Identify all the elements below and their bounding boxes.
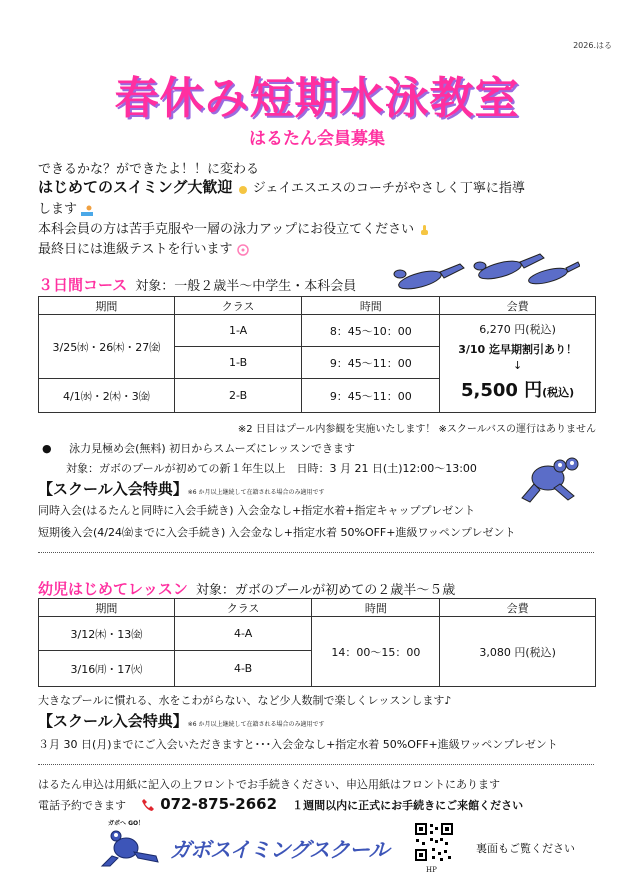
phone-number[interactable]: 072-875-2662 bbox=[160, 795, 278, 813]
course3-class-1b: 1-B bbox=[174, 347, 302, 379]
intro-line-5-text: 最終日には進級テストを行います bbox=[38, 242, 233, 257]
kids-heading bbox=[38, 578, 455, 599]
qr-label: HP bbox=[426, 866, 437, 874]
footer-apply-text: はるたん申込は用紙に記入の上フロントでお手続きください、申込用紙はフロントにあります bbox=[38, 778, 500, 791]
course3-fee-regular: 6,270 円(税込) bbox=[479, 323, 556, 336]
mascot-logo-icon bbox=[100, 826, 162, 868]
pointing-hand-icon bbox=[418, 224, 430, 236]
kids-class-4b: 4-B bbox=[174, 651, 312, 687]
school-logo-text bbox=[170, 834, 389, 864]
issue-label: 2026.はる bbox=[573, 41, 612, 50]
intro-line-3 bbox=[38, 198, 93, 217]
benefit1-line-1: 同時入会(はるたんと同時に入会手続き) 入会金なし+指定水着+指定キャッププレゼント bbox=[38, 504, 476, 517]
intro-line-5 bbox=[38, 238, 249, 257]
divider bbox=[38, 764, 594, 765]
kids-table bbox=[38, 598, 596, 687]
phone-label: 電話予約できます bbox=[38, 799, 126, 812]
course3-title: ３日間コース bbox=[38, 276, 128, 294]
trial-line-1 bbox=[42, 440, 355, 456]
jumping-frog-illustration bbox=[514, 454, 590, 506]
trial-bullet: ● bbox=[42, 442, 52, 455]
kids-row1-period: 3/12㈭・13㈮ bbox=[39, 617, 175, 651]
phone-icon bbox=[141, 798, 155, 812]
kids-header-fee: 会費 bbox=[440, 599, 596, 617]
benefit2-note: ※6 か月以上継続して在籍される場合のみ適用です bbox=[187, 721, 325, 728]
course3-header-class: クラス bbox=[174, 297, 302, 315]
course3-note: ※2 日目はプール内参観を実施いたします！ ※スクールバスの運行はありません bbox=[237, 424, 596, 435]
kids-title: 幼児はじめてレッスン bbox=[38, 580, 188, 598]
course3-table bbox=[38, 296, 596, 413]
flower-icon bbox=[237, 244, 249, 256]
intro-welcome: はじめてのスイミング大歓迎 bbox=[38, 178, 233, 196]
benefit2-heading bbox=[38, 710, 324, 731]
benefit1-heading bbox=[38, 478, 324, 499]
swimmer-icon bbox=[81, 204, 93, 216]
course3-fee-early: 3/10 迄早期割引あり！ bbox=[458, 343, 577, 356]
benefit2-title: 【スクール入会特典】 bbox=[38, 712, 188, 730]
frog-swimmers-illustration bbox=[380, 244, 580, 296]
course3-header-fee: 会費 bbox=[440, 297, 596, 315]
kids-header-period: 期間 bbox=[39, 599, 175, 617]
kids-time: 14：00～15：00 bbox=[312, 617, 440, 687]
phone-note: １週間以内に正式にお手続きにご来館ください bbox=[292, 799, 524, 812]
benefit1-line-2: 短期後入会(4/24㈮までに入会手続き) 入会金なし+指定水着 50%OFF+進級ワッペンプレゼント bbox=[38, 526, 516, 539]
kids-header-time: 時間 bbox=[312, 599, 440, 617]
course3-fee-discount: 5,500 円 bbox=[460, 380, 543, 401]
kids-fee: 3,080 円(税込) bbox=[440, 617, 596, 687]
intro-coach-text: ジェイエスエスのコーチがやさしく丁寧に指導 bbox=[252, 181, 525, 196]
course3-fee-cell bbox=[440, 315, 596, 413]
back-side-note: 裏面もご覧ください bbox=[476, 842, 575, 855]
intro-line-1: できるかな？ができたよ！！に変わる bbox=[38, 162, 260, 177]
page-title: 春休み短期水泳教室 bbox=[114, 73, 520, 124]
qr-code-icon[interactable] bbox=[414, 822, 454, 862]
course3-header-period: 期間 bbox=[39, 297, 175, 315]
course3-header-time: 時間 bbox=[302, 297, 440, 315]
intro-line-2 bbox=[38, 176, 525, 197]
logo-text: ガボスイミングスクール bbox=[170, 838, 389, 862]
course3-class-2b: 2-B bbox=[174, 379, 302, 413]
course3-row1-period: 3/25㈬・26㈭・27㈮ bbox=[39, 315, 175, 379]
course3-time-1a: 8：45～10：00 bbox=[302, 315, 440, 347]
course3-target: 対象：一般２歳半～中学生・本科会員 bbox=[135, 279, 357, 294]
course3-fee-arrow: ↓ bbox=[512, 359, 523, 372]
course3-fee-discount-block bbox=[440, 376, 595, 402]
course3-class-1a: 1-A bbox=[174, 315, 302, 347]
intro-line-4 bbox=[38, 218, 430, 237]
course3-fee-discount-tax: (税込) bbox=[542, 386, 575, 399]
kids-row2-period: 3/16㈪・17㈫ bbox=[39, 651, 175, 687]
intro-line-3-text: します bbox=[38, 202, 78, 217]
kids-target: 対象：ガボのプールが初めての２歳半～５歳 bbox=[195, 583, 456, 598]
trial-text-1: 泳力見極め会(無料) 初日からスムーズにレッスンできます bbox=[69, 442, 355, 455]
course3-time-1b: 9：45～11：00 bbox=[302, 347, 440, 379]
logo-tagline: ガボへ GO！ bbox=[108, 820, 145, 827]
divider bbox=[38, 552, 594, 553]
kids-description: 大きなプールに慣れる、水をこわがらない、など少人数制で楽しくレッスンします♪ bbox=[38, 694, 452, 707]
benefit1-title: 【スクール入会特典】 bbox=[38, 480, 188, 498]
benefit2-line-1: ３月 30 日(月)までにご入会いただきますと･･･入会金なし+指定水着 50%OFF+進級ワッペンプレゼント bbox=[38, 738, 558, 751]
kids-class-4a: 4-A bbox=[174, 617, 312, 651]
kids-header-class: クラス bbox=[174, 599, 312, 617]
clap-hands-icon bbox=[237, 183, 249, 195]
page-subtitle: はるたん会員募集 bbox=[249, 129, 385, 149]
trial-line-2: 対象：ガボのプールが初めての新１年生以上 日時：3 月 21 日(土)12:00～13:00 bbox=[66, 462, 477, 475]
benefit1-note: ※6 か月以上継続して在籍される場合のみ適用です bbox=[187, 489, 325, 496]
intro-line-4-text: 本科会員の方は苦手克服や一層の泳力アップにお役立てください bbox=[38, 222, 415, 237]
footer-phone-line bbox=[38, 794, 523, 813]
course3-heading bbox=[38, 274, 356, 295]
course3-row2-period: 4/1㈬・2㈭・3㈮ bbox=[39, 379, 175, 413]
course3-time-2b: 9：45～11：00 bbox=[302, 379, 440, 413]
